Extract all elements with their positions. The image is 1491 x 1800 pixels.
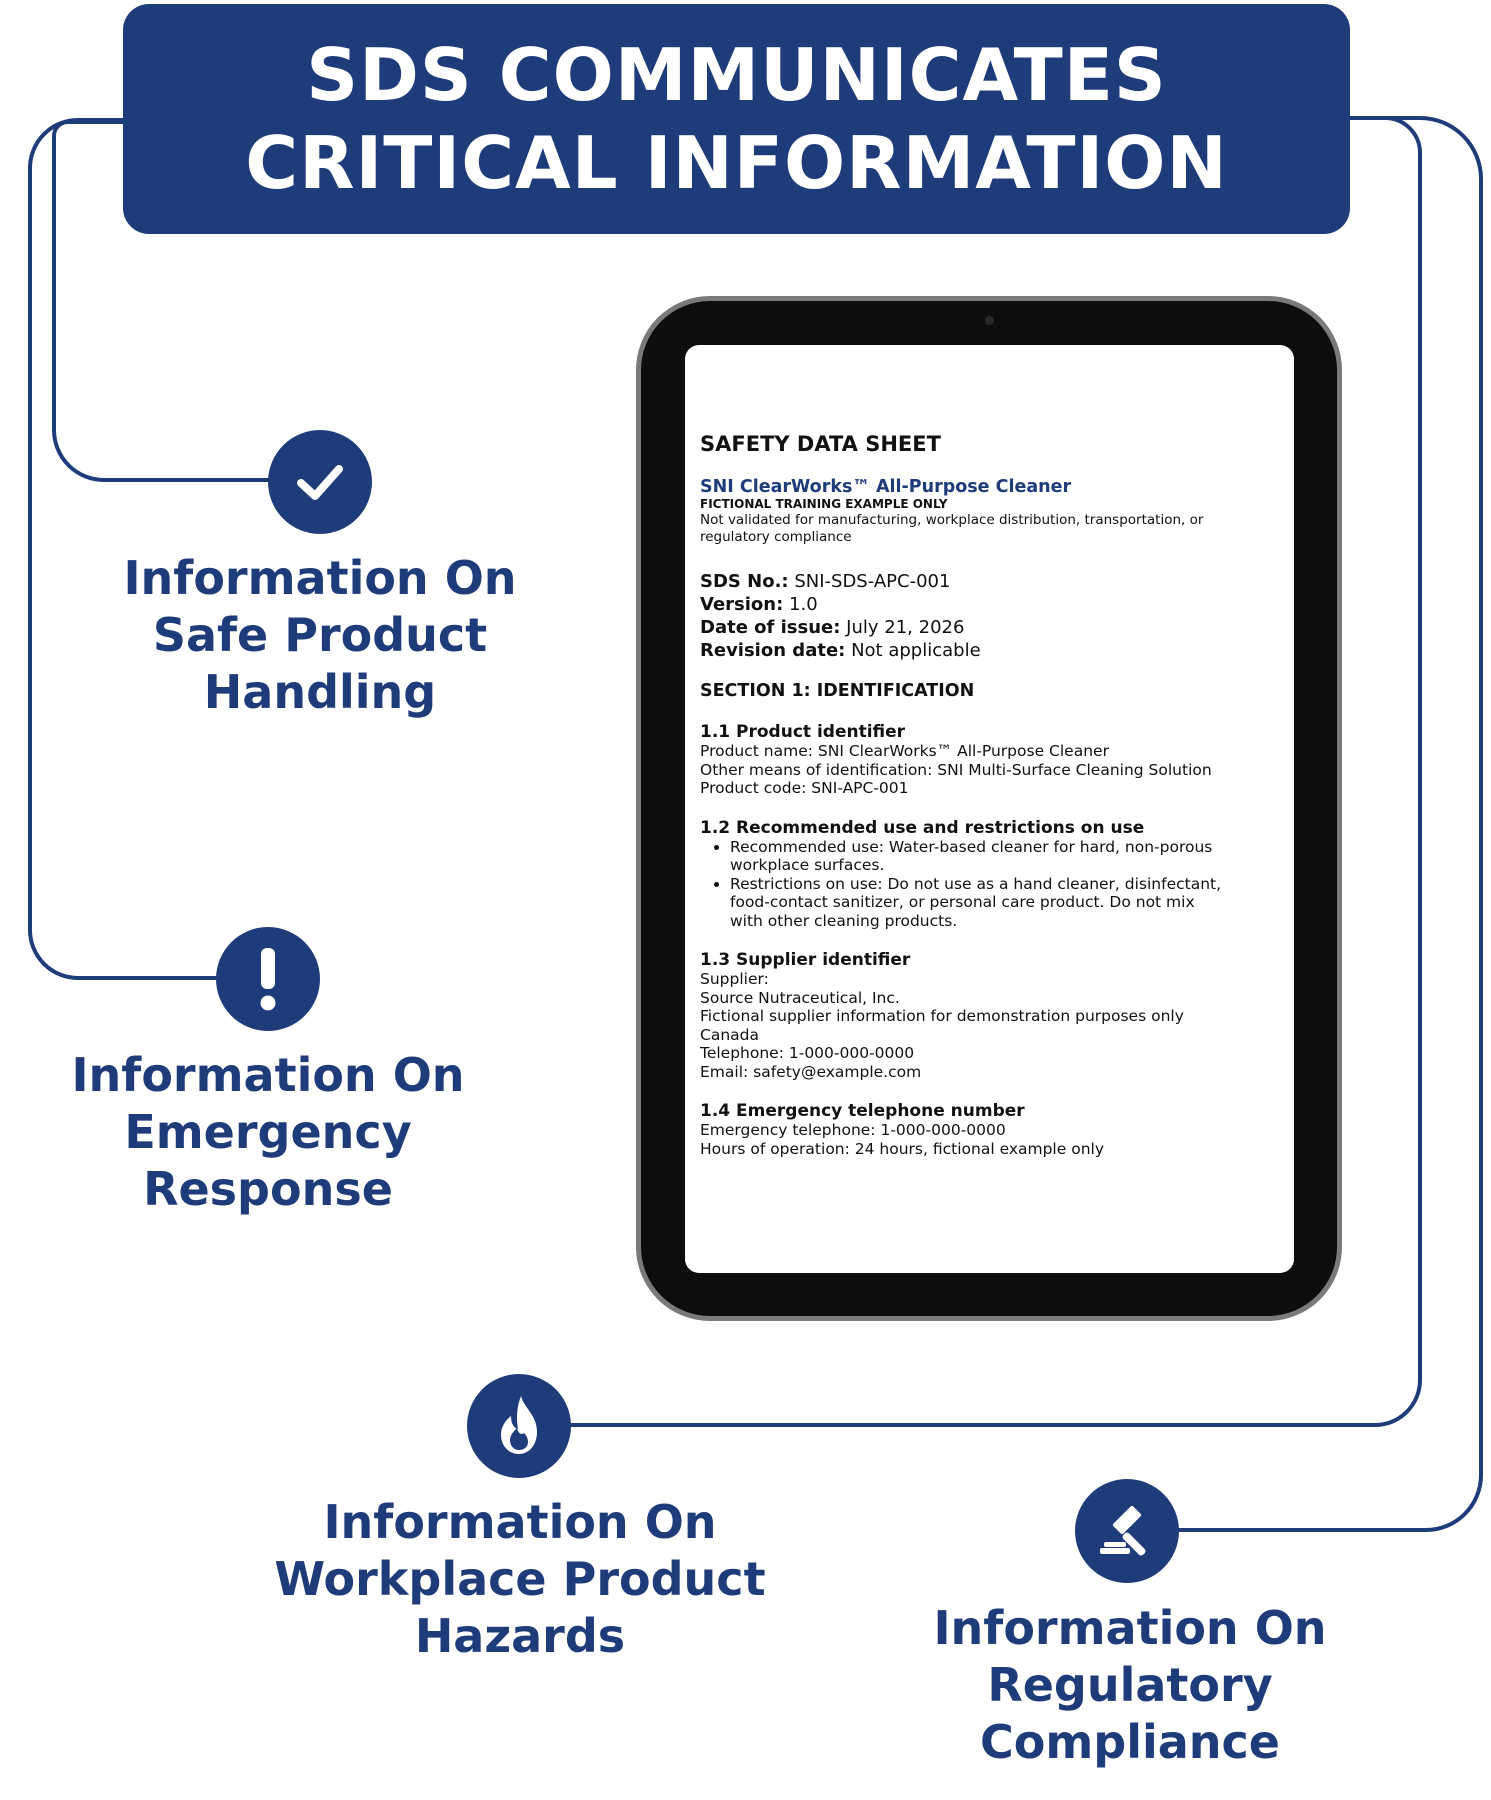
caption-line: Regulatory (987, 1658, 1273, 1712)
body-line: Product code: SNI-APC-001 (700, 779, 909, 797)
revision-date-row (700, 639, 1288, 662)
caption-line: Response (143, 1162, 393, 1216)
sds-validation-note (700, 512, 1288, 546)
note-line: regulatory compliance (700, 529, 852, 545)
sds-number-row (700, 570, 1288, 593)
version-row (700, 593, 1288, 616)
body-line: Other means of identification: SNI Multi-Surface Cleaning Solution (700, 760, 1212, 779)
sds-title: SAFETY DATA SHEET (700, 432, 941, 456)
tablet-screen (685, 345, 1294, 1273)
body-line: Hours of operation: 24 hours, fictional example only (700, 1139, 1104, 1158)
recommended-use-title: 1.2 Recommended use and restrictions on use (700, 817, 1145, 838)
meta-value: SNI-SDS-APC-001 (788, 571, 951, 592)
caption-line: Handling (203, 665, 437, 719)
caption-line: Workplace Product (274, 1552, 766, 1606)
exclamation-icon (240, 946, 296, 1012)
meta-label: Revision date: (700, 640, 846, 661)
body-line: Telephone: 1-000-000-0000 (700, 1044, 915, 1062)
safety-data-sheet (700, 431, 1288, 1158)
sds-product-name: SNI ClearWorks™ All-Purpose Cleaner (700, 477, 1072, 497)
caption-line: Hazards (414, 1609, 626, 1663)
caption-workplace-hazards (240, 1494, 800, 1665)
front-camera (985, 316, 994, 325)
safe-handling-badge (268, 430, 372, 534)
date-of-issue-row (700, 616, 1288, 639)
caption-line: Compliance (979, 1715, 1280, 1769)
caption-safe-handling (60, 550, 580, 721)
supplier-identifier-title: 1.3 Supplier identifier (700, 950, 911, 970)
caption-emergency-response (18, 1047, 518, 1218)
meta-label: Date of issue: (700, 617, 841, 638)
meta-value: July 21, 2026 (840, 617, 965, 638)
sds-metadata (700, 570, 1288, 662)
meta-value: Not applicable (845, 640, 981, 661)
gavel-icon (1096, 1500, 1158, 1562)
note-line: Not validated for manufacturing, workplace distribution, transportation, or (700, 512, 1204, 528)
caption-regulatory-compliance (880, 1600, 1380, 1771)
banner-title-line-1: SDS COMMUNICATES (306, 33, 1167, 117)
caption-line: Information On (71, 1048, 465, 1102)
list-item (730, 875, 1288, 931)
body-line: Product name: SNI ClearWorks™ All-Purpose Cleaner (700, 742, 1109, 760)
caption-line: Emergency (124, 1105, 412, 1159)
body-line: Canada (700, 1025, 759, 1044)
caption-line: Information On (933, 1601, 1327, 1655)
body-line: Email: safety@example.com (700, 1062, 922, 1081)
connector-emergency (30, 120, 220, 978)
body-line: Fictional supplier information for demonstration purposes only (700, 1007, 1184, 1025)
body-line: Source Nutraceutical, Inc. (700, 988, 900, 1007)
workplace-hazards-badge (467, 1374, 571, 1478)
bullet-line: with other cleaning products. (730, 911, 958, 930)
banner-title-line-2: CRITICAL INFORMATION (245, 121, 1228, 205)
body-line: Emergency telephone: 1-000-000-0000 (700, 1121, 1006, 1139)
bullet-line: • Restrictions on use: Do not use as a hand cleaner, disinfectant, (730, 874, 1222, 893)
flame-icon (491, 1394, 547, 1458)
title-banner (123, 4, 1350, 234)
section-identification-title: SECTION 1: IDENTIFICATION (700, 681, 975, 701)
checkmark-icon (292, 454, 348, 510)
use-restrictions-list (700, 838, 1288, 931)
product-identifier-title: 1.1 Product identifier (700, 722, 906, 742)
caption-line: Information On (323, 1495, 717, 1549)
list-item (730, 838, 1288, 875)
tablet-device (636, 296, 1342, 1321)
emergency-telephone-title: 1.4 Emergency telephone number (700, 1101, 1025, 1121)
body-line: Supplier: (700, 970, 769, 988)
caption-line: Information On (123, 551, 517, 605)
sds-fictional-notice: FICTIONAL TRAINING EXAMPLE ONLY (700, 497, 948, 511)
bullet-line: workplace surfaces. (730, 856, 885, 874)
bullet-line: food-contact sanitizer, or personal care product. Do not mix (730, 893, 1195, 911)
meta-value: 1.0 (783, 594, 818, 615)
caption-line: Safe Product (152, 608, 488, 662)
meta-label: Version: (700, 594, 784, 615)
meta-label: SDS No.: (700, 571, 789, 592)
regulatory-compliance-badge (1075, 1479, 1179, 1583)
bullet-line: • Recommended use: Water-based cleaner for hard, non-porous (730, 837, 1213, 856)
emergency-response-badge (216, 927, 320, 1031)
